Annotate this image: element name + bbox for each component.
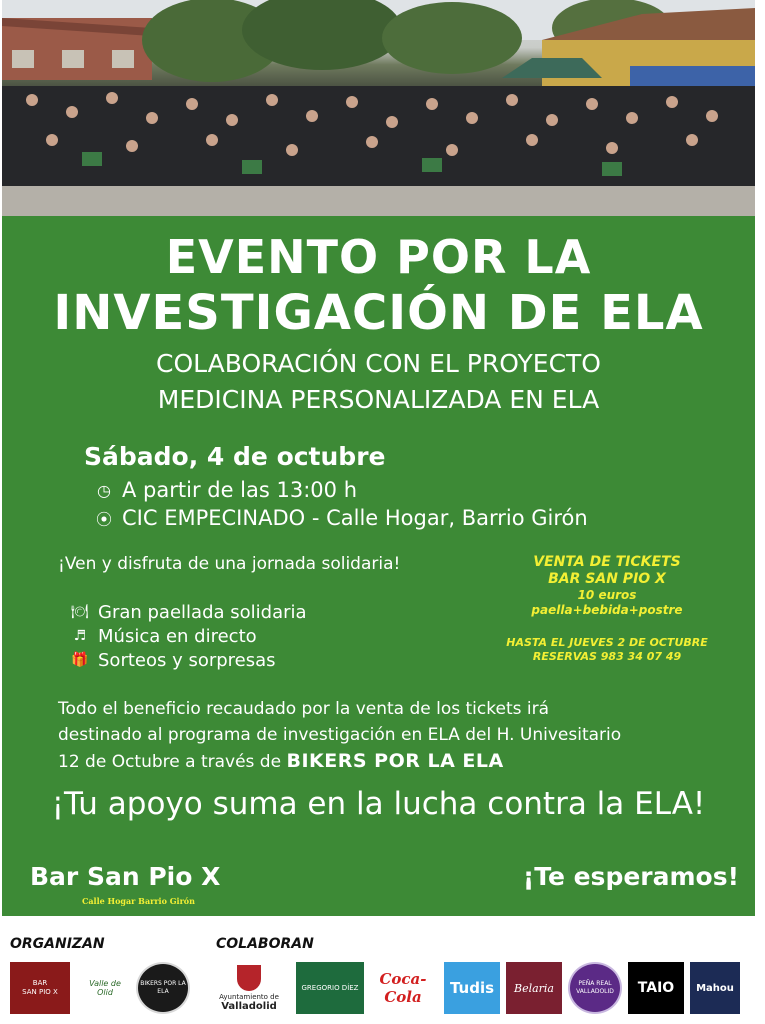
plate-icon: 🍽: [71, 604, 89, 620]
ticket-venue: BAR SAN PIO X: [548, 571, 666, 587]
group-photo-illustration: [2, 0, 755, 216]
feature-label: Gran paellada solidaria: [98, 601, 307, 623]
music-note-icon: ♬: [73, 628, 87, 644]
feature-list: [70, 600, 307, 672]
closing-text: ¡Te esperamos!: [522, 862, 739, 891]
event-subtitle-line1: COLABORACIÓN CON EL PROYECTO: [156, 349, 601, 378]
benefit-line: destinado al programa de investigación en ELA del H. Univesitario: [58, 725, 622, 745]
feature-item-raffle: [70, 648, 307, 672]
feature-label: Música en directo: [98, 625, 257, 647]
valle-de-olid-logo: Valle de Olid: [89, 979, 121, 997]
ticket-price: 10 euros: [577, 588, 637, 602]
ticket-includes: paella+bebida+postre: [531, 603, 683, 617]
bar-san-pio-logo: BAR SAN PIO X: [10, 962, 70, 1014]
support-slogan: ¡Tu apoyo suma en la lucha contra la ELA!: [51, 786, 706, 822]
ticket-info: [472, 554, 742, 664]
benefit-line: Todo el beneficio recaudado por la venta de los tickets irá: [58, 699, 549, 719]
clock-icon: ◷: [97, 480, 111, 500]
coca-cola-logo: Coca-Cola: [379, 970, 427, 1006]
event-title-line1: EVENTO POR LA: [165, 230, 592, 284]
event-date: Sábado, 4 de octubre: [84, 442, 386, 471]
taio-logo: TAIO: [628, 962, 684, 1014]
bar-address: Calle Hogar Barrio Girón: [82, 896, 195, 906]
gregorio-diez-logo: GREGORIO DÍEZ: [296, 962, 364, 1014]
belaria-logo: Belaria: [506, 962, 562, 1014]
event-subtitle-line2: MEDICINA PERSONALIZADA EN ELA: [157, 385, 600, 414]
event-panel: [2, 216, 755, 916]
location-pin-icon: ⦿: [95, 509, 112, 529]
event-time: A partir de las 13:00 h: [122, 478, 357, 502]
feature-label: Sorteos y sorpresas: [98, 649, 276, 671]
ticket-heading: VENTA DE TICKETS: [533, 554, 681, 570]
event-location-row: [94, 506, 588, 530]
event-location: CIC EMPECINADO - Calle Hogar, Barrio Girón: [122, 506, 588, 530]
event-time-row: [94, 478, 357, 502]
feature-item-music: [70, 624, 307, 648]
bikers-por-la-ela-logo: BIKERS POR LA ELA: [136, 962, 190, 1014]
organizers-label: ORGANIZAN: [10, 936, 105, 952]
benefit-line-3: [58, 748, 738, 775]
city-crest-icon: [237, 965, 261, 991]
bikers-name: BIKERS POR LA ELA: [286, 750, 504, 772]
feature-item-paella: [70, 600, 307, 624]
benefit-text: [58, 696, 738, 775]
pena-real-valladolid-logo: PEÑA REAL VALLADOLID: [568, 962, 622, 1014]
ayuntamiento-valladolid-logo: Ayuntamiento de Valladolid: [216, 962, 282, 1014]
invite-text: ¡Ven y disfruta de una jornada solidaria!: [58, 554, 401, 574]
tudis-logo: Tudis: [444, 962, 500, 1014]
gift-icon: 🎁: [71, 652, 89, 668]
bar-name: Bar San Pio X: [30, 862, 221, 891]
benefit-line-prefix: 12 de Octubre a través de: [58, 752, 282, 772]
ticket-deadline: HASTA EL JUEVES 2 DE OCTUBRE: [506, 636, 708, 649]
group-photo: [2, 0, 755, 216]
collaborators-label: COLABORAN: [216, 936, 314, 952]
mahou-logo: Mahou: [690, 962, 740, 1014]
event-title-line2: INVESTIGACIÓN DE ELA: [53, 285, 704, 341]
ticket-reservations: RESERVAS 983 34 07 49: [532, 650, 682, 663]
